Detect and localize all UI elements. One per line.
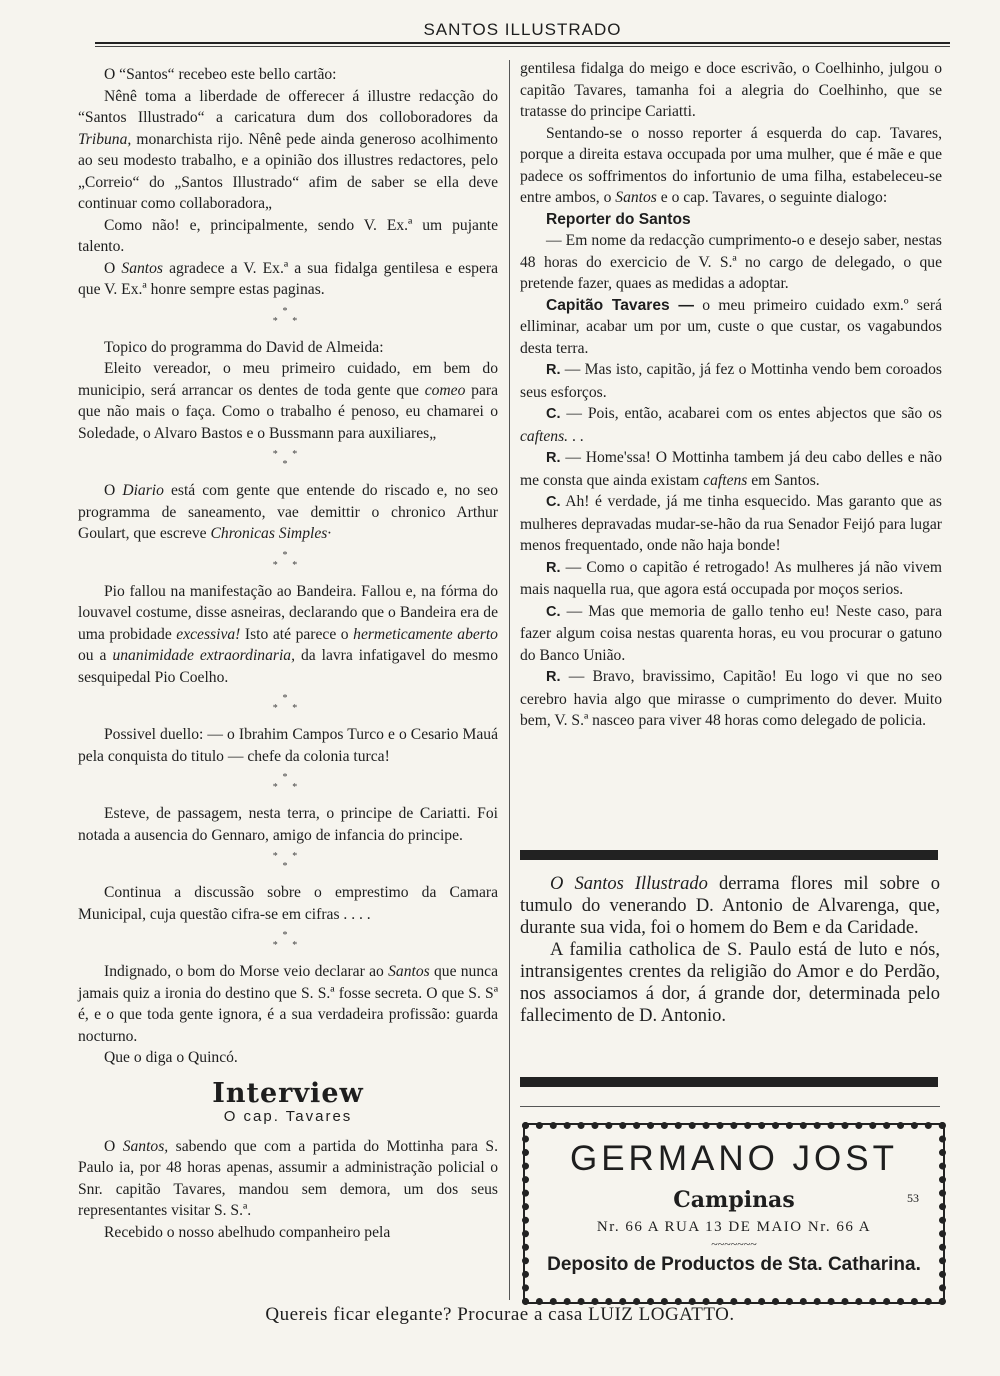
paragraph: R. — Mas isto, capitão, já fez o Mottinha vendo bem coroados seus esforços.	[520, 361, 942, 401]
paragraph: Pio fallou na manifestação ao Bandeira. Fallou e, na fórma do louvavel costume, disse asneiras, declarando que o Bandeira era de uma probidade excessiva! Isto até parece o hermeticamente aberto ou a unanimidade extraordinaria, da lavra infatigavel do mesmo sesquipedal Pio Coelho.	[78, 582, 498, 686]
paragraph: Continua a discussão sobre o emprestimo da Camara Municipal, cuja questão cifra-se em cifras . . . .	[78, 884, 498, 923]
interview-subtitle: O cap. Tavares	[223, 1108, 353, 1125]
ad-wave-ornament: ~~~~~~~	[711, 1237, 757, 1251]
paragraph: — Em nome da redacção cumprimento-o e desejo saber, nestas 48 horas do exercicio de V. S.ª no cargo de delegado, o que pretende fazer, quaes as medidas a adoptar.	[520, 232, 942, 292]
ad-depot: Deposito de Productos de Sta. Catharina.	[547, 1254, 921, 1275]
speaker-label: C.	[546, 603, 561, 620]
ad-city: Campinas	[673, 1187, 795, 1213]
asterism-divider: * * *	[272, 930, 304, 951]
paragraph: R. — Como o capitão é retrogado! As mulheres já não vivem mais naquella rua, que agora está occupada por moços serios.	[520, 558, 942, 598]
section-bar	[520, 850, 938, 860]
ad-address: Nr. 66 A RUA 13 DE MAIO Nr. 66 A	[596, 1219, 872, 1235]
paragraph: R. — Home'ssa! O Mottinha tambem já deu cabo delles e não me consta que ainda existam caftens em Santos.	[520, 449, 942, 489]
ad-company-name: GERMANO JOST	[569, 1139, 899, 1178]
paragraph: O “Santos“ recebeo este bello cartão:	[104, 66, 337, 83]
asterism-divider: * * *	[272, 549, 304, 571]
asterism-divider: * * *	[272, 772, 304, 793]
paragraph: Possivel duello: — o Ibrahim Campos Turco e o Cesario Mauá pela conquista do titulo — chefe da colonia turca!	[78, 726, 498, 765]
obituary-notice	[520, 873, 940, 1027]
paragraph: O Santos agradece a V. Ex.ª a sua fidalga gentilesa e espera que V. Ex.ª honre sempre estas paginas.	[78, 259, 498, 298]
advertisement-box	[522, 1122, 946, 1305]
paragraph: Indignado, o bom do Morse veio declarar ao Santos que nunca jamais quiz a ironia do destino que S. S.ª fosse secreta. O que S. Sª é, e o que toda gente ignora, é a sua verdadeira profissão: guarda nocturno.	[78, 963, 498, 1045]
paragraph: gentilesa fidalga do meigo e doce escrivão, o Coelhinho, julgou o capitão Tavares, tamanha foi a alegria do Coelhinho, que se tratasse do principe Cariatti.	[520, 60, 942, 120]
interview-title: Interview	[212, 1077, 364, 1109]
paragraph: Capitão Tavares — o meu primeiro cuidado exm.º será elliminar, acabar um por um, custe o que custar, os vagabundos desta terra.	[520, 296, 942, 357]
speaker-label: R.	[546, 450, 561, 466]
right-column	[520, 58, 942, 732]
left-column	[78, 64, 498, 1243]
asterism-divider: * * *	[272, 305, 304, 327]
section-bar	[520, 1077, 938, 1087]
speaker-label: R.	[546, 362, 561, 378]
speaker-label: C.	[546, 406, 561, 422]
paragraph: C. Ah! é verdade, já me tinha esquecido. Mas garanto que as mulheres depravadas mudar-se-hão da rua Senador Feijó para lugar menos frequentado, onde não haja bonde!	[520, 493, 942, 554]
thin-rule	[520, 1106, 940, 1107]
paragraph: Que o diga o Quincó.	[104, 1049, 238, 1066]
speaker-label: R.	[546, 559, 561, 576]
asterism-divider: * * *	[272, 693, 304, 714]
paragraph: O Diario está com gente que entende do riscado e, no seo programma de saneamento, vae demittir o chronico Arthur Goulart, que escreve Chronicas Simples·	[78, 482, 498, 542]
speaker-label: C.	[546, 494, 561, 510]
header-rule	[95, 42, 950, 44]
paragraph: Eleito vereador, o meu primeiro cuidado, em bem do municipio, será arrancar os dentes de toda gente que comeo para que não mais o faça. Como o trabalho é penoso, eu chamarei o Soledade, o Alvaro Bastos e o Bussmann para auxiliares„	[78, 360, 498, 442]
paragraph: C. — Mas que memoria de gallo tenho eu! Neste caso, para fazer algum coisa nestas quarenta horas, eu vou procurar o gatuno do Banco União.	[520, 602, 942, 664]
paragraph: C. — Pois, então, acabarei com os entes abjectos que são os caftens. . .	[520, 405, 942, 445]
paragraph: Recebido o nosso abelhudo companheiro pela	[104, 1223, 391, 1241]
paragraph: O Santos, sabendo que com a partida do Mottinha para S. Paulo ia, por 48 horas apenas, assumir a administração policial o Snr. capitão Tavares, mandou sem demora, um dos seus representantes visitar S. S.ª.	[78, 1137, 498, 1219]
reporter-heading: Reporter do Santos	[546, 210, 691, 228]
paragraph: Topico do programma do David de Almeida:	[104, 338, 384, 356]
speaker-label: Capitão Tavares —	[546, 296, 694, 314]
column-divider	[509, 60, 510, 1300]
asterism-divider: * * *	[272, 851, 304, 872]
paragraph: Como não! e, principalmente, sendo V. Ex.ª um pujante talento.	[78, 216, 498, 255]
footer-advert: Quereis ficar elegante? Procurae a casa LUIZ LOGATTO.	[265, 1304, 735, 1325]
page-header: SANTOS ILLUSTRADO	[423, 20, 622, 39]
paragraph: R. — Bravo, bravissimo, Capitão! Eu logo vi que no seo cerebro havia algo que mirasse o cumprimento do dever. Muito bem, V. S.ª nasceo para viver 48 horas como delegado de policia.	[520, 668, 942, 729]
speaker-label: R.	[546, 669, 561, 685]
paragraph: Sentando-se o nosso reporter á esquerda do cap. Tavares, porque a direita estava occupada por uma mulher, que é mãe e que padece os soffrimentos do infortunio de uma filha, estabeleceu-se entre ambos, o Santos e o cap. Tavares, o seguinte dialogo:	[520, 124, 942, 206]
paragraph: O Santos Illustrado derrama flores mil sobre o tumulo do venerando D. Antonio de Alvarenga, que, durante sua vida, foi o homem do Bem e da Caridade.	[520, 874, 940, 938]
header-rule-thin	[95, 46, 950, 47]
asterism-divider: * * *	[272, 449, 304, 470]
ad-number: 53	[907, 1191, 919, 1205]
paragraph: Nênê toma a liberdade de offerecer á illustre redacção do “Santos Illustrado“ a caricatura dum dos colloboradores da Tribuna, monarchista rijo. Nênê pede ainda generoso acolhimento ao seu modesto trabalho, e a opinião dos illustres redactores, pelo „Correio“ do „Santos Illustrado“ afim de saber se ella deve continuar como collaboradora„	[78, 87, 498, 212]
paragraph: A familia catholica de S. Paulo está de luto e nós, intransigentes crentes da religião do Amor e do Perdão, nos associamos á dor, á grande dor, determinada pelo fallecimento de D. Antonio.	[520, 940, 940, 1026]
paragraph: Esteve, de passagem, nesta terra, o principe de Cariatti. Foi notada a ausencia do Gennaro, amigo de infancia do principe.	[78, 805, 498, 844]
